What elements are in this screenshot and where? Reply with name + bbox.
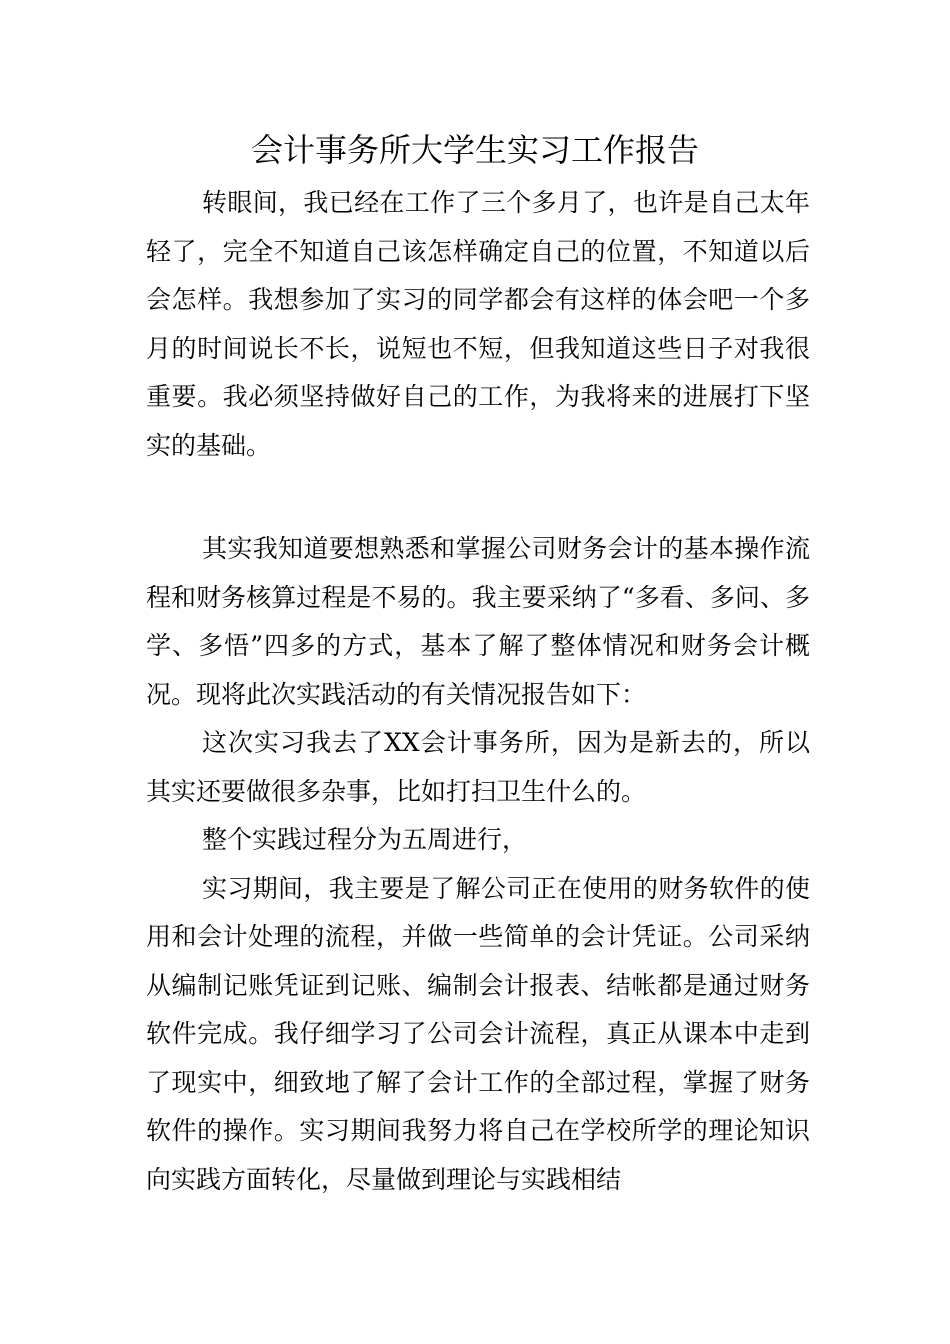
- paragraph-work: 实习期间，我主要是了解公司正在使用的财务软件的使用和会计处理的流程，并做一些简单的会计凭证。公司采纳从编制记账凭证到记账、编制会计报表、结帐都是通过财务软件完成。我仔细学习了公司会计流程，真正从课本中走到了现实中，细致地了解了会计工作的全部过程，掌握了财务软件的操作。实习期间我努力将自己在学校所学的理论知识向实践方面转化，尽量做到理论与实践相结: [146, 873, 810, 1194]
- body-block-main: [146, 525, 810, 1204]
- document-title: 会计事务所大学生实习工作报告: [250, 131, 699, 169]
- paragraph-location: 这次实习我去了XX会计事务所，因为是新去的，所以其实还要做很多杂事，比如打扫卫生什么的。: [146, 728, 810, 806]
- paragraph-method: 其实我知道要想熟悉和掌握公司财务会计的基本操作流程和财务核算过程是不易的。我主要采纳了“多看、多问、多学、多悟”四多的方式，基本了解了整体情况和财务会计概况。现将此次实践活动的有关情况报告如下：: [146, 534, 810, 709]
- paragraph-schedule: 整个实践过程分为五周进行，: [202, 825, 528, 854]
- paragraph-intro: 转眼间，我已经在工作了三个多月了，也许是自己太年轻了，完全不知道自己该怎样确定自己的位置，不知道以后会怎样。我想参加了实习的同学都会有这样的体会吧一个多月的时间说长不长，说短也不短，但我知道这些日子对我很重要。我必须坚持做好自己的工作，为我将来的进展打下坚实的基础。: [146, 188, 810, 460]
- body-block-intro: [146, 179, 810, 470]
